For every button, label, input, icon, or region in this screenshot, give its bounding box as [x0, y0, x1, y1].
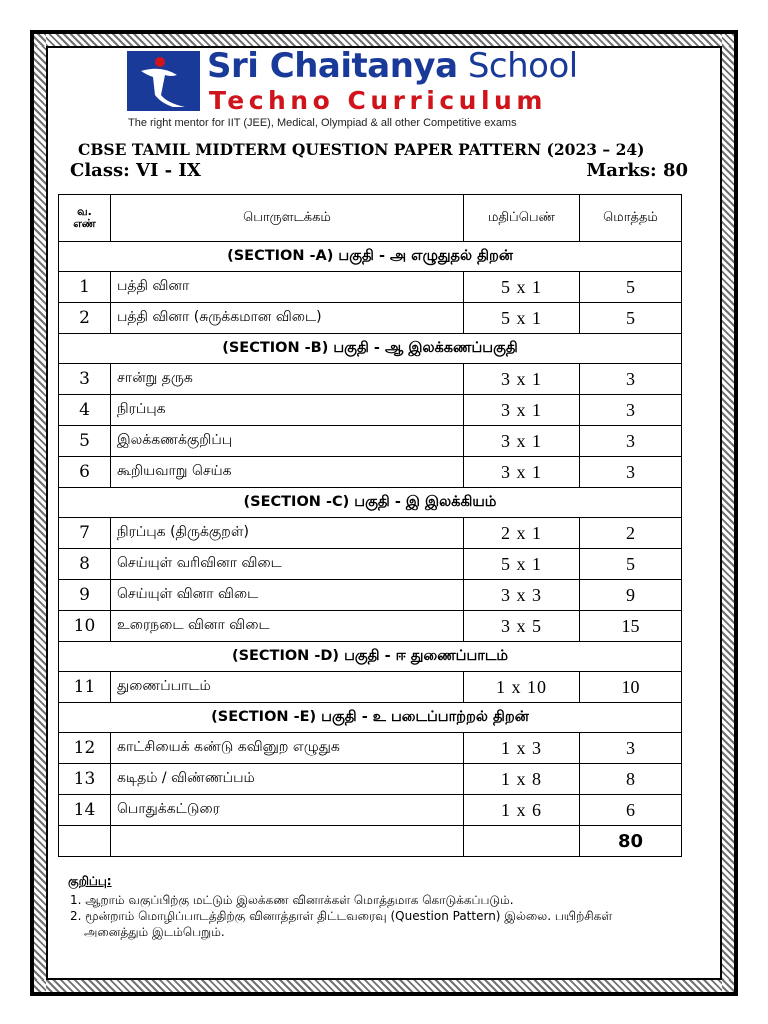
- row-marks: 2 x 1: [464, 518, 580, 549]
- table-row: [59, 672, 682, 703]
- table-row: [59, 395, 682, 426]
- logo-figure-icon: [127, 51, 200, 111]
- row-marks: 1 x 8: [464, 764, 580, 795]
- section-title: (SECTION -D) பகுதி - ஈ துணைப்பாடம்: [59, 642, 682, 672]
- row-marks: 3 x 3: [464, 580, 580, 611]
- row-number: 5: [59, 426, 111, 457]
- row-marks: 3 x 1: [464, 364, 580, 395]
- section-row: [59, 703, 682, 733]
- row-number: 6: [59, 457, 111, 488]
- marks-label: Marks: 80: [586, 160, 688, 181]
- notes-heading: குறிப்பு:: [68, 874, 112, 888]
- row-marks: 3 x 1: [464, 457, 580, 488]
- row-total: 2: [580, 518, 682, 549]
- row-number: 9: [59, 580, 111, 611]
- row-content: செய்யுள் வினா விடை: [111, 580, 464, 611]
- row-total: 15: [580, 611, 682, 642]
- table-row: [59, 303, 682, 334]
- empty-cell: [59, 826, 111, 857]
- row-number: 4: [59, 395, 111, 426]
- col-header-sno: வ. எண்: [59, 195, 111, 242]
- section-title: (SECTION -A) பகுதி - அ எழுதுதல் திறன்: [59, 242, 682, 272]
- section-row: [59, 642, 682, 672]
- row-total: 3: [580, 457, 682, 488]
- mentor-tagline: The right mentor for IIT (JEE), Medical, Olympiad & all other Competitive exams: [128, 117, 517, 129]
- notes-block: [68, 874, 612, 940]
- grand-total: 80: [580, 826, 682, 857]
- row-marks: 3 x 1: [464, 426, 580, 457]
- section-row: [59, 334, 682, 364]
- table-row: [59, 795, 682, 826]
- row-total: 9: [580, 580, 682, 611]
- row-total: 5: [580, 549, 682, 580]
- table-row: [59, 549, 682, 580]
- row-total: 3: [580, 395, 682, 426]
- row-number: 14: [59, 795, 111, 826]
- row-number: 7: [59, 518, 111, 549]
- table-row: [59, 426, 682, 457]
- section-title: (SECTION -C) பகுதி - இ இலக்கியம்: [59, 488, 682, 518]
- row-marks: 5 x 1: [464, 303, 580, 334]
- table-row: [59, 580, 682, 611]
- row-total: 3: [580, 733, 682, 764]
- grand-total-row: [59, 826, 682, 857]
- row-total: 5: [580, 303, 682, 334]
- row-content: கூறியவாறு செய்க: [111, 457, 464, 488]
- table-row: [59, 764, 682, 795]
- table-row: [59, 611, 682, 642]
- page-title: CBSE TAMIL MIDTERM QUESTION PAPER PATTERN (2023 – 24): [78, 140, 645, 159]
- row-marks: 3 x 1: [464, 395, 580, 426]
- row-content: கடிதம் / விண்ணப்பம்: [111, 764, 464, 795]
- row-marks: 1 x 10: [464, 672, 580, 703]
- row-number: 12: [59, 733, 111, 764]
- table-row: [59, 272, 682, 303]
- table-header-row: [59, 195, 682, 242]
- note-item: 1. ஆறாம் வகுப்பிற்கு மட்டும் இலக்கண வினாக்கள் மொத்தமாக கொடுக்கப்படும்.: [70, 893, 514, 907]
- section-row: [59, 488, 682, 518]
- row-content: செய்யுள் வரிவினா விடை: [111, 549, 464, 580]
- section-title: (SECTION -E) பகுதி - உ படைப்பாற்றல் திறன்: [59, 703, 682, 733]
- row-marks: 1 x 6: [464, 795, 580, 826]
- row-number: 11: [59, 672, 111, 703]
- section-row: [59, 242, 682, 272]
- row-content: சான்று தருக: [111, 364, 464, 395]
- table-row: [59, 518, 682, 549]
- note-item: 2. மூன்றாம் மொழிப்பாடத்திற்கு வினாத்தாள் திட்டவரைவு (Question Pattern) இல்லை. பயிற்சிகள்: [70, 909, 613, 923]
- col-header-content: பொருளடக்கம்: [111, 195, 464, 242]
- row-number: 2: [59, 303, 111, 334]
- row-number: 10: [59, 611, 111, 642]
- table-row: [59, 733, 682, 764]
- table-row: [59, 364, 682, 395]
- row-content: இலக்கணக்குறிப்பு: [111, 426, 464, 457]
- row-total: 3: [580, 426, 682, 457]
- row-marks: 5 x 1: [464, 549, 580, 580]
- note-item-continuation: அனைத்தும் இடம்பெறும்.: [84, 925, 225, 939]
- school-logo: [127, 51, 200, 111]
- row-content: துணைப்பாடம்: [111, 672, 464, 703]
- row-total: 8: [580, 764, 682, 795]
- row-total: 3: [580, 364, 682, 395]
- row-total: 10: [580, 672, 682, 703]
- row-content: நிரப்புக (திருக்குறள்): [111, 518, 464, 549]
- curriculum-name: Techno Curriculum: [209, 86, 547, 115]
- row-total: 6: [580, 795, 682, 826]
- row-number: 13: [59, 764, 111, 795]
- row-total: 5: [580, 272, 682, 303]
- row-content: உரைநடை வினா விடை: [111, 611, 464, 642]
- row-content: பொதுக்கட்டுரை: [111, 795, 464, 826]
- row-marks: 1 x 3: [464, 733, 580, 764]
- class-label: Class: VI - IX: [70, 160, 201, 181]
- row-number: 3: [59, 364, 111, 395]
- school-name: Sri Chaitanya School: [207, 46, 578, 86]
- col-header-total: மொத்தம்: [580, 195, 682, 242]
- question-pattern-table: [58, 194, 682, 857]
- table-row: [59, 457, 682, 488]
- row-content: பத்தி வினா: [111, 272, 464, 303]
- empty-cell: [464, 826, 580, 857]
- row-content: பத்தி வினா (சுருக்கமான விடை): [111, 303, 464, 334]
- row-marks: 3 x 5: [464, 611, 580, 642]
- row-marks: 5 x 1: [464, 272, 580, 303]
- row-content: நிரப்புக: [111, 395, 464, 426]
- row-content: காட்சியைக் கண்டு கவினுற எழுதுக: [111, 733, 464, 764]
- col-header-marks: மதிப்பெண்: [464, 195, 580, 242]
- row-number: 1: [59, 272, 111, 303]
- row-number: 8: [59, 549, 111, 580]
- empty-cell: [111, 826, 464, 857]
- section-title: (SECTION -B) பகுதி - ஆ இலக்கணப்பகுதி: [59, 334, 682, 364]
